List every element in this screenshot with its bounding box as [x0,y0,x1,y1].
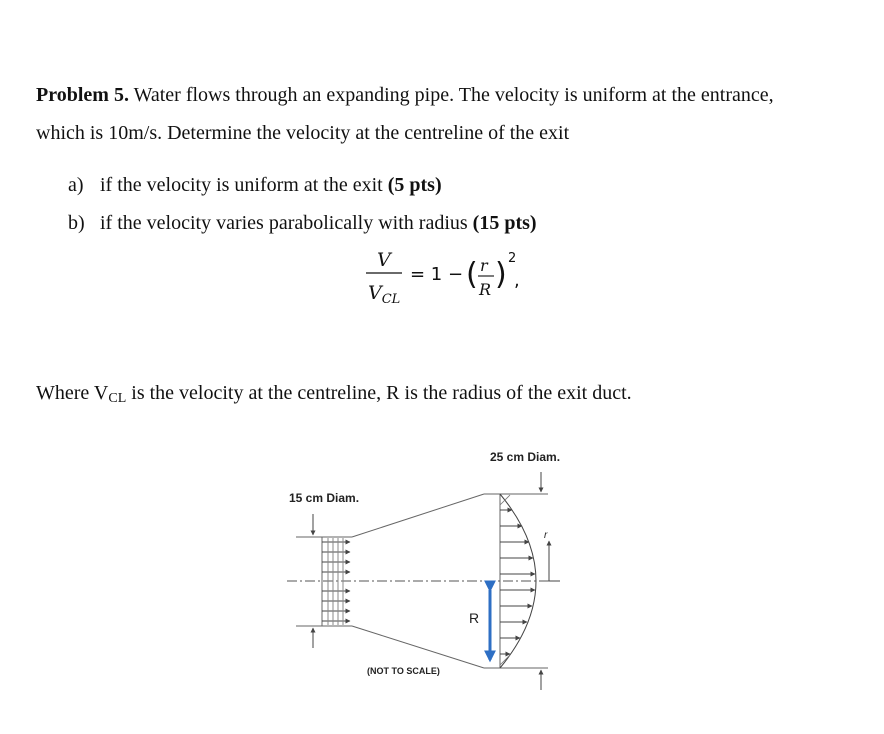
equation-right-paren: ) [495,257,507,292]
radius-label: R [469,610,480,626]
not-to-scale-note: (NOT TO SCALE) [367,666,440,676]
equation-left-paren: ( [466,257,478,292]
equation-denominator-sub: CL [381,292,401,307]
outlet-velocity-arrows [500,510,535,654]
equation-frac-den: R [479,280,492,299]
equation-comma: , [514,270,520,291]
equation-denominator-main: V [368,282,382,304]
equation-exponent: 2 [508,251,517,266]
where-prefix: Where V [36,382,109,404]
outlet-diameter-label: 25 cm Diam. [490,450,561,464]
part-a-points: (5 pts) [387,174,442,196]
outlet-wall-hatch [500,495,510,665]
part-b-points: (15 pts) [472,212,537,234]
equation-frac-num: r [480,256,488,275]
part-b-text: if the velocity varies parabolically with radius [100,212,473,234]
equation-numerator: V [377,249,391,271]
part-b-marker: b) [68,212,85,234]
problem-title: Problem 5. [36,84,129,106]
part-a-marker: a) [68,174,84,196]
inlet-diameter-label: 15 cm Diam. [289,491,360,505]
r-label: r [544,530,548,541]
where-rest: is the velocity at the centreline, R is the radius of the exit duct. [126,382,632,404]
problem-line-2: which is 10m/s. Determine the velocity at the centreline of the exit [36,122,570,144]
part-a-text: if the velocity is uniform at the exit [100,174,388,196]
equation-rhs-start: = 1 − [410,264,464,285]
where-sub: CL [108,391,127,406]
problem-text-1: Water flows through an expanding pipe. The velocity is uniform at the entrance, [128,84,774,106]
